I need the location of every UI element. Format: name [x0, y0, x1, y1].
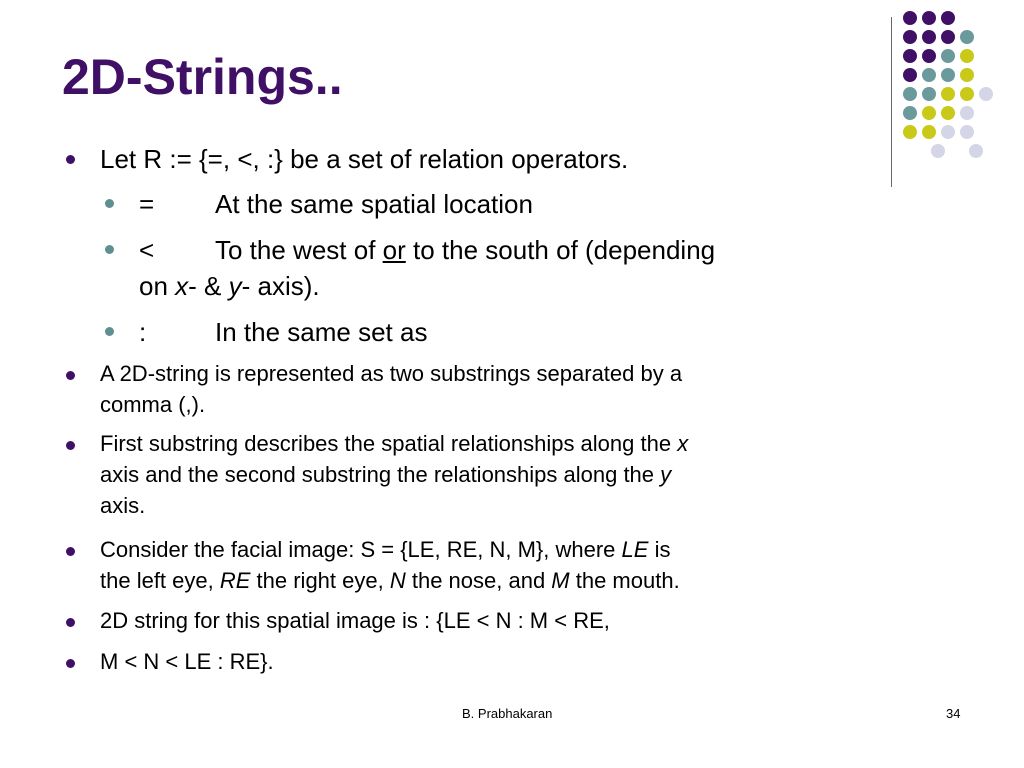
bullet-text: the nose, and	[405, 568, 552, 593]
bullet-text: the left eye,	[100, 568, 220, 593]
operator-meaning-part: on	[139, 271, 176, 301]
bullet-text: First substring describes the spatial relationships along the	[100, 431, 678, 456]
operator-meaning-part: - &	[188, 271, 229, 301]
sub-bullet-less-than	[139, 232, 899, 304]
italic-y: y	[228, 271, 242, 301]
italic-y: y	[660, 462, 672, 487]
operator-symbol: :	[139, 317, 147, 347]
italic-le: LE	[621, 537, 649, 562]
bullet-text: Consider the facial image: S = {LE, RE, N, M}, where	[100, 537, 622, 562]
footer-author: B. Prabhakaran	[462, 706, 553, 721]
bullet-dot-icon	[66, 547, 75, 556]
sub-bullet-dot-icon	[105, 245, 114, 254]
italic-n: N	[389, 568, 406, 593]
sub-bullet-colon	[139, 314, 899, 350]
footer-page-number: 34	[946, 706, 961, 721]
bullet-2d-string-result-cont	[100, 646, 900, 677]
bullet-text: axis and the second substring the relationships along the	[100, 462, 661, 487]
sub-bullet-equal	[139, 186, 899, 222]
italic-x: x	[677, 431, 689, 456]
bullet-text: M < N < LE : RE}.	[100, 649, 274, 674]
operator-symbol: =	[139, 189, 155, 219]
operator-symbol: <	[139, 235, 155, 265]
bullet-text: comma (,).	[100, 392, 206, 417]
bullet-2d-string-result	[100, 605, 900, 636]
sub-bullet-dot-icon	[105, 327, 114, 336]
italic-x: x	[175, 271, 189, 301]
bullet-dot-icon	[66, 618, 75, 627]
bullet-dot-icon	[66, 155, 75, 164]
operator-meaning: In the same set as	[215, 317, 428, 347]
slide-title: 2D-Strings..	[62, 49, 343, 105]
bullet-dot-icon	[66, 371, 75, 380]
bullet-dot-icon	[66, 441, 75, 450]
italic-re: RE	[219, 568, 251, 593]
bullet-text: the mouth.	[569, 568, 680, 593]
italic-m: M	[551, 568, 570, 593]
bullet-text: is	[648, 537, 671, 562]
operator-meaning: At the same spatial location	[215, 189, 533, 219]
operator-meaning-part: - axis).	[241, 271, 320, 301]
bullet-text: Let R := {=, <, :} be a set of relation operators.	[100, 144, 629, 174]
bullet-text: the right eye,	[250, 568, 390, 593]
bullet-2d-string-definition	[100, 358, 900, 420]
sub-bullet-dot-icon	[105, 199, 114, 208]
bullet-relation-operators	[100, 141, 900, 177]
bullet-facial-image	[100, 534, 900, 596]
bullet-text: axis.	[100, 493, 146, 518]
operator-meaning-part: to the south of (depending	[405, 235, 716, 265]
bullet-substring-description	[100, 428, 900, 521]
bullet-text: 2D string for this spatial image is : {LE < N : M < RE,	[100, 608, 610, 633]
bullet-text: A 2D-string is represented as two substrings separated by a	[100, 361, 683, 386]
operator-meaning-part: To the west of	[215, 235, 383, 265]
bullet-dot-icon	[66, 659, 75, 668]
underlined-or: or	[382, 235, 406, 265]
